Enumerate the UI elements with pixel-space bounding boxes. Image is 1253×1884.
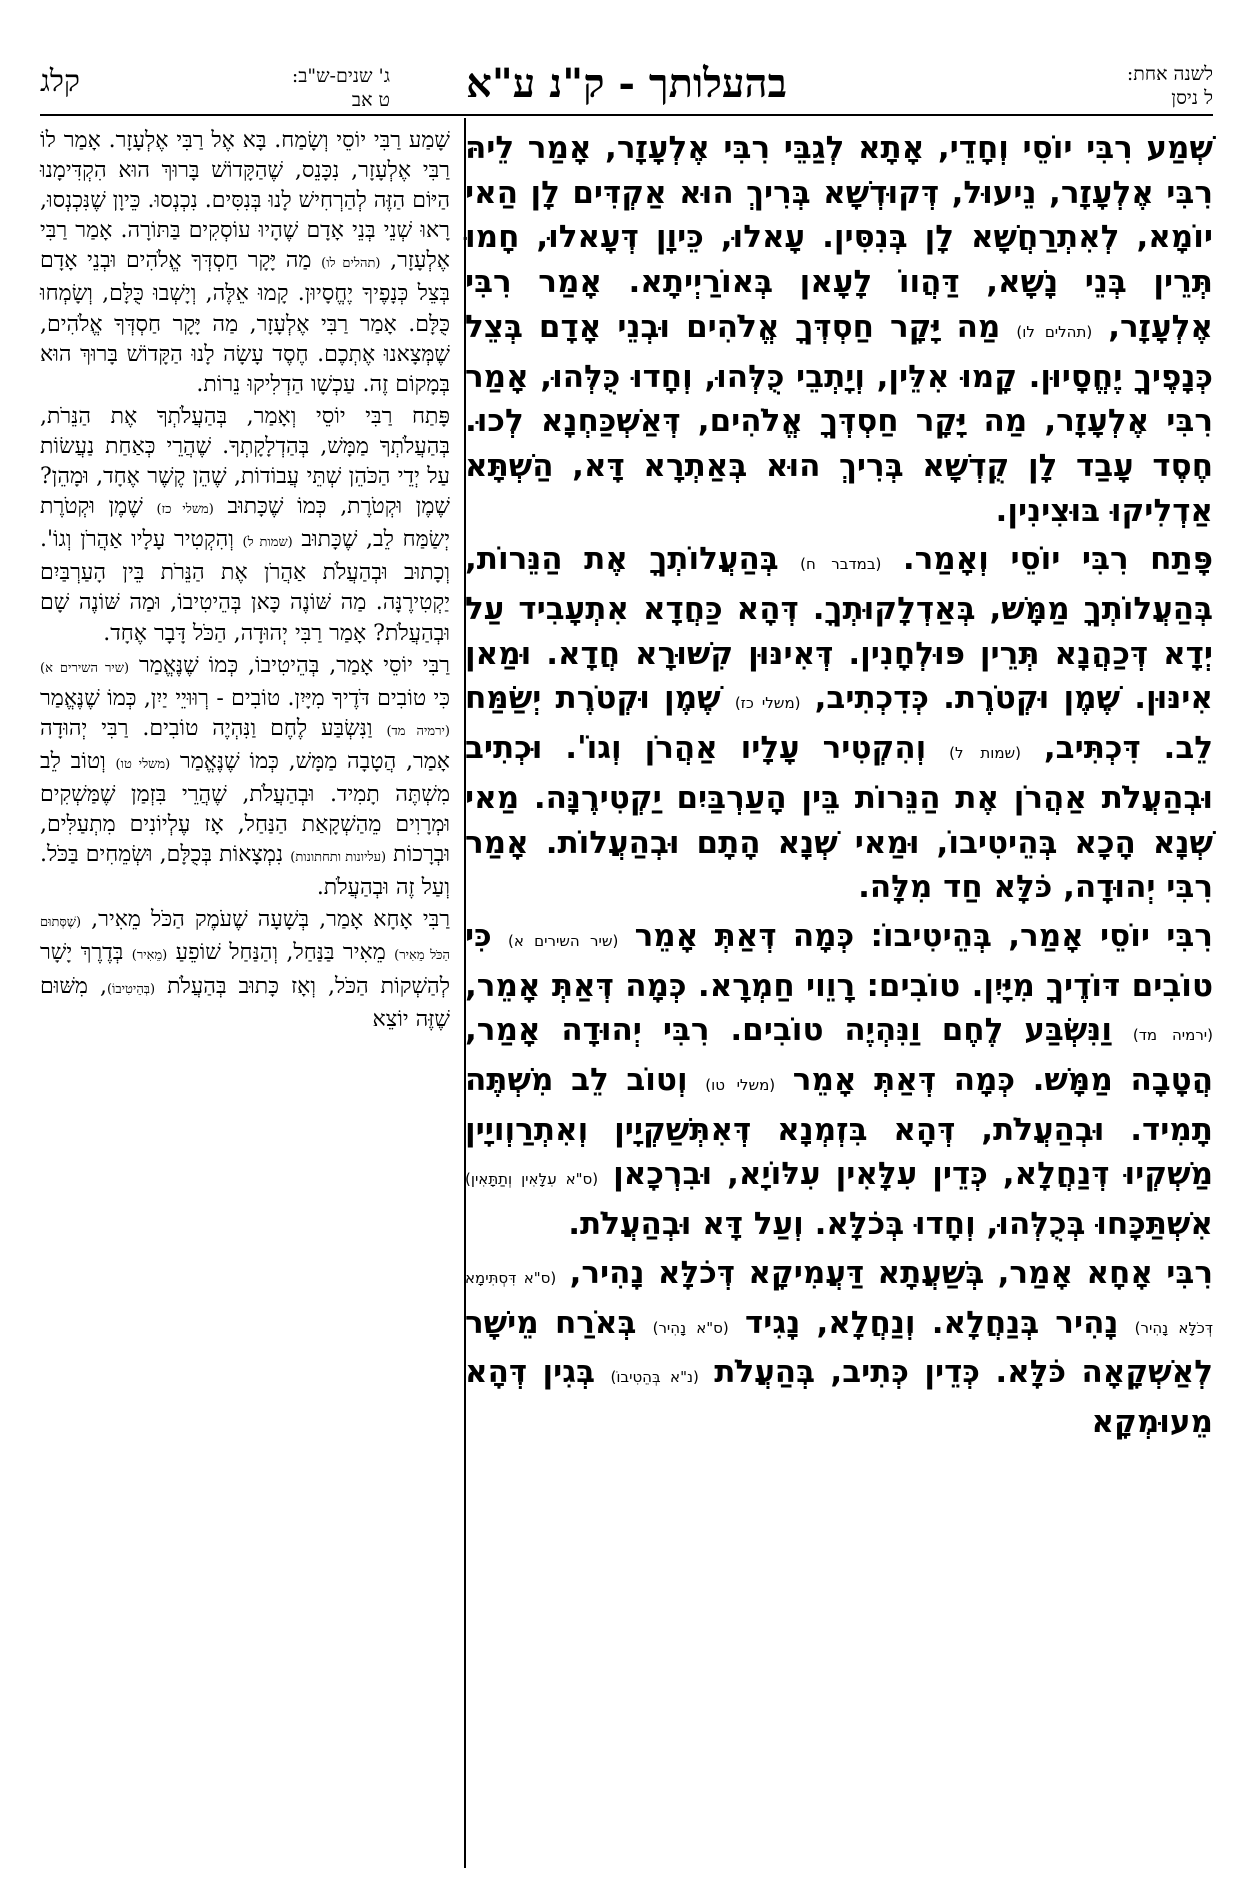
verse-reference: (ס"א עִלָּאִין וְתַתָּאִין) [465, 1170, 599, 1189]
text-segment: כִּי טוֹבִים דֹּדֶיךָ מִיָּיִן. טוֹבִים - רְוּוּיֵי יַיִן, כְּמוֹ שֶׁנֶּאֱמַר [40, 685, 450, 711]
verse-reference: (שמות ל) [242, 535, 293, 551]
text-segment: וְהִקְטִיר עָלָיו אַהֲרֹן וְגוֹ'. וּכְתִיב וּבְהַעֲלֹת אַהֲרֹן אֶת הַנֵּרוֹת בֵּין הָעַרְבַּיִם יַקְטִירֶנָּה. מַאי שְׁנָא הָכָא בְּהֵיטִיבוֹ, וּמַאי שְׁנָא הָתָם וּבְהַעֲלוֹת. אָמַר רִבִּי יְהוּדָה, כֹּלָּא חַד מִלָּה. [465, 730, 1213, 906]
main-column-aramaic-text [465, 126, 1213, 1866]
column-divider [464, 118, 466, 1868]
page-number: קלג [40, 64, 80, 99]
text-segment: וְטוֹב לֵב מִשְׁתֶּה תָמִיד. וּבְהַעֲלֹת, שֶׁהֲרֵי בִּזְמַן שֶׁמַּשְׁקִים וּמְרָוִים מֵהַשְׁקָאַת הַנַּחַל, אָז עֶלְיוֹנִים מִתְעַלִּים, וּבְרָכוֹת [40, 748, 450, 868]
verse-reference: (ס"א דִּסְתִּימָא דְּכֹלָּא נָהִיר) [465, 1268, 1213, 1337]
text-segment: פָּתַח רַבִּי יוֹסֵי וְאָמַר, בְּהַעֲלֹתְךָ אֶת הַנֵּרֹת, בְּהַעֲלֹתְךָ מַמָּשׁ, בְּהַדְלָקָתְךָ. שֶׁהֲרֵי כְּאַחַת נַעֲשׂוֹת עַל יְדֵי הַכֹּהֵן שְׁתֵּי עֲבוֹדוֹת, שֶׁהֵן קֶשֶׁר אֶחָד, וּמָהֵן? שֶׁמֶן וּקְטֹרֶת, כְּמוֹ שֶׁכָּתוּב [40, 403, 450, 520]
header-three-year-date: ט אב [351, 89, 390, 111]
text-segment: שָׁמַע רַבִּי יוֹסֵי וְשָׂמַח. בָּא אֶל רַבִּי אֶלְעָזָר. אָמַר לוֹ רַבִּי אֶלְעָזָר, נִכָּנֵס, שֶׁהַקָּדוֹשׁ בָּרוּךְ הוּא הִקְדִּימָנוּ הַיּוֹם הַזֶּה לְהַרְחִישׁ לָנוּ בְּנִסִּים. נִכְנְסוּ. כֵּיוָן שֶׁנִּכְנְסוּ, רָאוּ שְׁנֵי בְּנֵי אָדָם שֶׁהָיוּ עוֹסְקִים בַּתּוֹרָה. אָמַר רַבִּי אֶלְעָזָר, [40, 128, 450, 274]
header-one-year-date: ל ניסן [1171, 87, 1213, 109]
text-segment: פָּתַח רִבִּי יוֹסֵי וְאָמַר. [881, 541, 1214, 578]
text-segment: וַנִּשְׂבַּע לֶחֶם וַנִּהְיֶה טוֹבִים. רַבִּי יְהוּדָה אָמַר, הֲטָבָה מַמָּשׁ, כְּמוֹ שֶׁנֶּאֱמַר [40, 715, 451, 774]
page-title: בהעלותך - ק"נ ע"א [466, 60, 787, 107]
text-paragraph [40, 126, 450, 400]
verse-reference: (נ"א בְּהֵטִיבוֹ) [610, 1368, 699, 1387]
header-divider [40, 114, 1213, 116]
verse-reference: (עליונות ותחתונות) [290, 850, 387, 866]
text-segment: שְׁמַע רִבִּי יוֹסֵי וְחָדֵי, אָתָא לְגַבֵּי רִבִּי אֶלְעָזָר, אָמַר לֵיהּ רִבִּי אֶלְעָזָר, נֵיעוּל, דְּקוּדְשָׁא בְּרִיךְ הוּא אַקְדִּים לָן הַאי יוֹמָא, לְאִתְרַחֲשָׁא לָן בְּנִסִּין. עָאלוּ, כֵּיוָן דְּעָאלוּ, חָמוּ תְּרֵין בְּנֵי נָשָׁא, דַּהֲווֹ לָעָאן בְּאוֹרַיְיתָא. אָמַר רִבִּי אֶלְעָזָר, [465, 130, 1213, 345]
text-segment: כִּי טוֹבִים דּוֹדֶיךָ מִיָּיִן. טוֹבִים: רָוֵוי חַמְרָא. כְּמָה דְּאַתְּ אָמֵר, [465, 917, 1213, 1004]
text-paragraph [465, 126, 1213, 533]
text-segment: אִשְׁתַּכָּחוּ בְּכֻלְּהוּ, וְחָדוּ בְּכֹלָּא. וְעַל דָּא וּבְהַעֲלֹת. [568, 1206, 1213, 1243]
verse-reference: (שיר השירים א) [508, 931, 619, 950]
verse-reference: (ירמיה מד) [1132, 1026, 1213, 1045]
text-segment: רַבִּי אָחָא אָמַר, בְּשָׁעָה שֶׁעֹמֶק הַכֹּל מֵאִיר, [81, 907, 450, 933]
text-segment: נָהִיר בְּנַחֲלָא. וְנַחֲלָא, נָגִיד [728, 1304, 1135, 1341]
header-one-year-label: לשנה אחת: [1126, 63, 1213, 85]
text-segment: , מִשּׁוּם שֶׁזֶּה יוֹצֵא [40, 973, 450, 1032]
text-segment: בְּהַעֲלוֹתְךָ אֶת הַנֵּרוֹת, בְּהַעֲלוֹתְךָ מַמָּשׁ, בְּאַדְלָקוּתְךָ. דְּהָא כַּחֲדָא אִתְעָבִיד עַל יְדָא דְּכַהֲנָא תְּרֵין פּוּלְחָנִין. דְּאִינּוּן קִשּׁוּרָא חֲדָא. וּמַאן אִינּוּן. שֶׁמֶן וּקְטֹרֶת. כְּדִכְתִיב, [465, 541, 1213, 717]
verse-reference: (במדבר ח) [800, 555, 882, 574]
text-paragraph [465, 914, 1213, 1247]
text-segment: רִבִּי יוֹסֵי אָמַר, בְּהֵיטִיבוֹ: כְּמָה דְּאַתְּ אָמֵר [618, 917, 1213, 954]
text-segment: וְטוֹב לֵב מִשְׁתֶּה תָמִיד. וּבְהַעֲלֹת, דְּהָא בִּזְמְנָא דְּאִתְּשַׁקְיָין וְאִתְרַוְויָין מַשְׁקְיוּ דְּנַחֲלָא, כְּדֵין עִלָּאִין עִלּוֹיָא, וּבִרְכָאן [465, 1062, 1214, 1193]
text-segment: בְּגִין דְּהָא מֵעוּמְקָא [465, 1354, 1213, 1440]
text-paragraph [40, 905, 450, 1034]
text-segment: רִבִּי אָחָא אָמַר, בְּשַׁעֲתָא דַּעֲמִיקָא דְּכֹלָּא נָהִיר, [556, 1254, 1213, 1291]
header-three-year-label: ג' שנים-ש"ב: [291, 65, 390, 87]
text-paragraph [465, 537, 1213, 910]
verse-reference: (משלי כז) [156, 502, 214, 518]
text-segment: בְּאֹרַח מֵישָׁר לְאַשְׁקָאָה כֹּלָּא. כְּדֵין כְּתִיב, בְּהַעֲלֹת [465, 1304, 1214, 1391]
verse-reference: (ירמיה מד) [386, 723, 451, 739]
text-segment: נִמְצָאוֹת בְּכֻלָּם, וּשְׂמֵחִים בַּכֹּל. וְעַל זֶה וּבְהַעֲלֹת. [40, 842, 450, 901]
text-segment: רַבִּי יוֹסֵי אָמַר, בְּהֵיטִיבוֹ, כְּמוֹ שֶׁנֶּאֱמַר [129, 652, 450, 678]
verse-reference: (משלי טו) [115, 756, 171, 772]
verse-reference: (משלי כז) [734, 694, 801, 713]
verse-reference: (מֵאִיר) [131, 948, 168, 964]
text-segment: מֵאִיר בַּנַּחַל, וְהַנַּחַל שׁוֹפֵעַ [167, 940, 395, 966]
text-segment: שֶׁמֶן וּקְטֹרֶת יְשַׂמַּח לֵב. דִּכְתִּיב, [465, 680, 1213, 767]
text-segment: שֶׁמֶן וּקְטֹרֶת יְשַׂמַּח לֵב, שֶׁכָּתוּב [40, 494, 451, 553]
text-paragraph [40, 402, 450, 649]
verse-reference: (תהלים לו) [321, 256, 381, 272]
text-segment: בְּדֶרֶךְ יָשָׁר לְהַשְׁקוֹת הַכֹּל, וְאָז כָּתוּב בְּהַעֲלֹת [40, 940, 450, 999]
text-segment: וְהִקְטִיר עָלָיו אַהֲרֹן וְגוֹ'. וְכָתוּב וּבְהַעֲלֹת אַהֲרֹן אֶת הַנֵּרֹת בֵּין הָעַרְבַּיִם יַקְטִירֶנָּה. מַה שּׁוֹנֶה כָּאן בְּהֵיטִיבוֹ, וּמַה שּׁוֹנֶה שָׁם וּבְהַעֲלֹת? אָמַר רַבִּי יְהוּדָה, הַכֹּל דָּבָר אֶחָד. [40, 527, 450, 646]
verse-reference: (ס"א נָהִיר) [652, 1318, 729, 1337]
text-segment: וַנִּשְׂבַּע לֶחֶם וַנִּהְיֶה טוֹבִים. רִבִּי יְהוּדָה אָמַר, הֲטָבָה מַמָּשׁ. כְּמָה דְּאַתְּ אָמֵר [465, 1012, 1214, 1099]
verse-reference: (שֶׁסְּתוּם הַכֹּל מֵאִיר) [40, 915, 451, 964]
side-column-hebrew-translation [40, 126, 450, 1866]
page-header [40, 58, 1213, 114]
verse-reference: (שמות ל) [949, 744, 1022, 763]
text-segment: מַה יָּקָר חַסְדְּךָ אֱלֹהִים וּבְנֵי אָדָם בְּצֵל כְּנָפֶיךָ יֶחֱסָיוּן. קָמוּ אֵלֶּה, וְיָשְׁבוּ כֻּלָּם, וְשָׂמְחוּ כֻּלָּם. אָמַר רַבִּי אֶלְעָזָר, מַה יָּקָר חַסְדְּךָ אֱלֹהִים, שֶׁמְּצָאנוּ אֶתְכֶם. חֶסֶד עָשָׂה לָנוּ הַקָּדוֹשׁ בָּרוּךְ הוּא בְּמָקוֹם זֶה. עַכְשָׁו הַדְלִיקוּ נֵרוֹת. [40, 248, 450, 397]
verse-reference: (משלי טו) [705, 1076, 776, 1095]
verse-reference: (שיר השירים א) [40, 660, 130, 676]
verse-reference: (תהלים לו) [1016, 322, 1093, 341]
text-paragraph [40, 651, 450, 904]
text-segment: מַה יָּקָר חַסְדְּךָ אֱלֹהִים וּבְנֵי אָדָם בְּצֵל כְּנָפֶיךָ יֶחֱסָיוּן. קָמוּ אִלֵּין, וְיָתְבֵי כֻּלְּהוּ, וְחָדוּ כֻּלְּהוּ, אָמַר רִבִּי אֶלְעָזָר, מַה יָּקָר חַסְדְּךָ אֱלֹהִים, דְּאַשְׁכַּחְנָא לְכוּ. חֶסֶד עָבַד לָן קֻדְשָׁא בְּרִיךְ הוּא בְּאַתְרָא דָּא, הַשְׁתָּא אַדְלִיקוּ בּוּצִינִין. [465, 308, 1213, 529]
verse-reference: (בְּהֵיטִיבוֹ) [106, 981, 156, 997]
header-left-block [40, 62, 490, 112]
text-paragraph [465, 1251, 1213, 1445]
header-study-schedule-three-year [130, 64, 390, 112]
